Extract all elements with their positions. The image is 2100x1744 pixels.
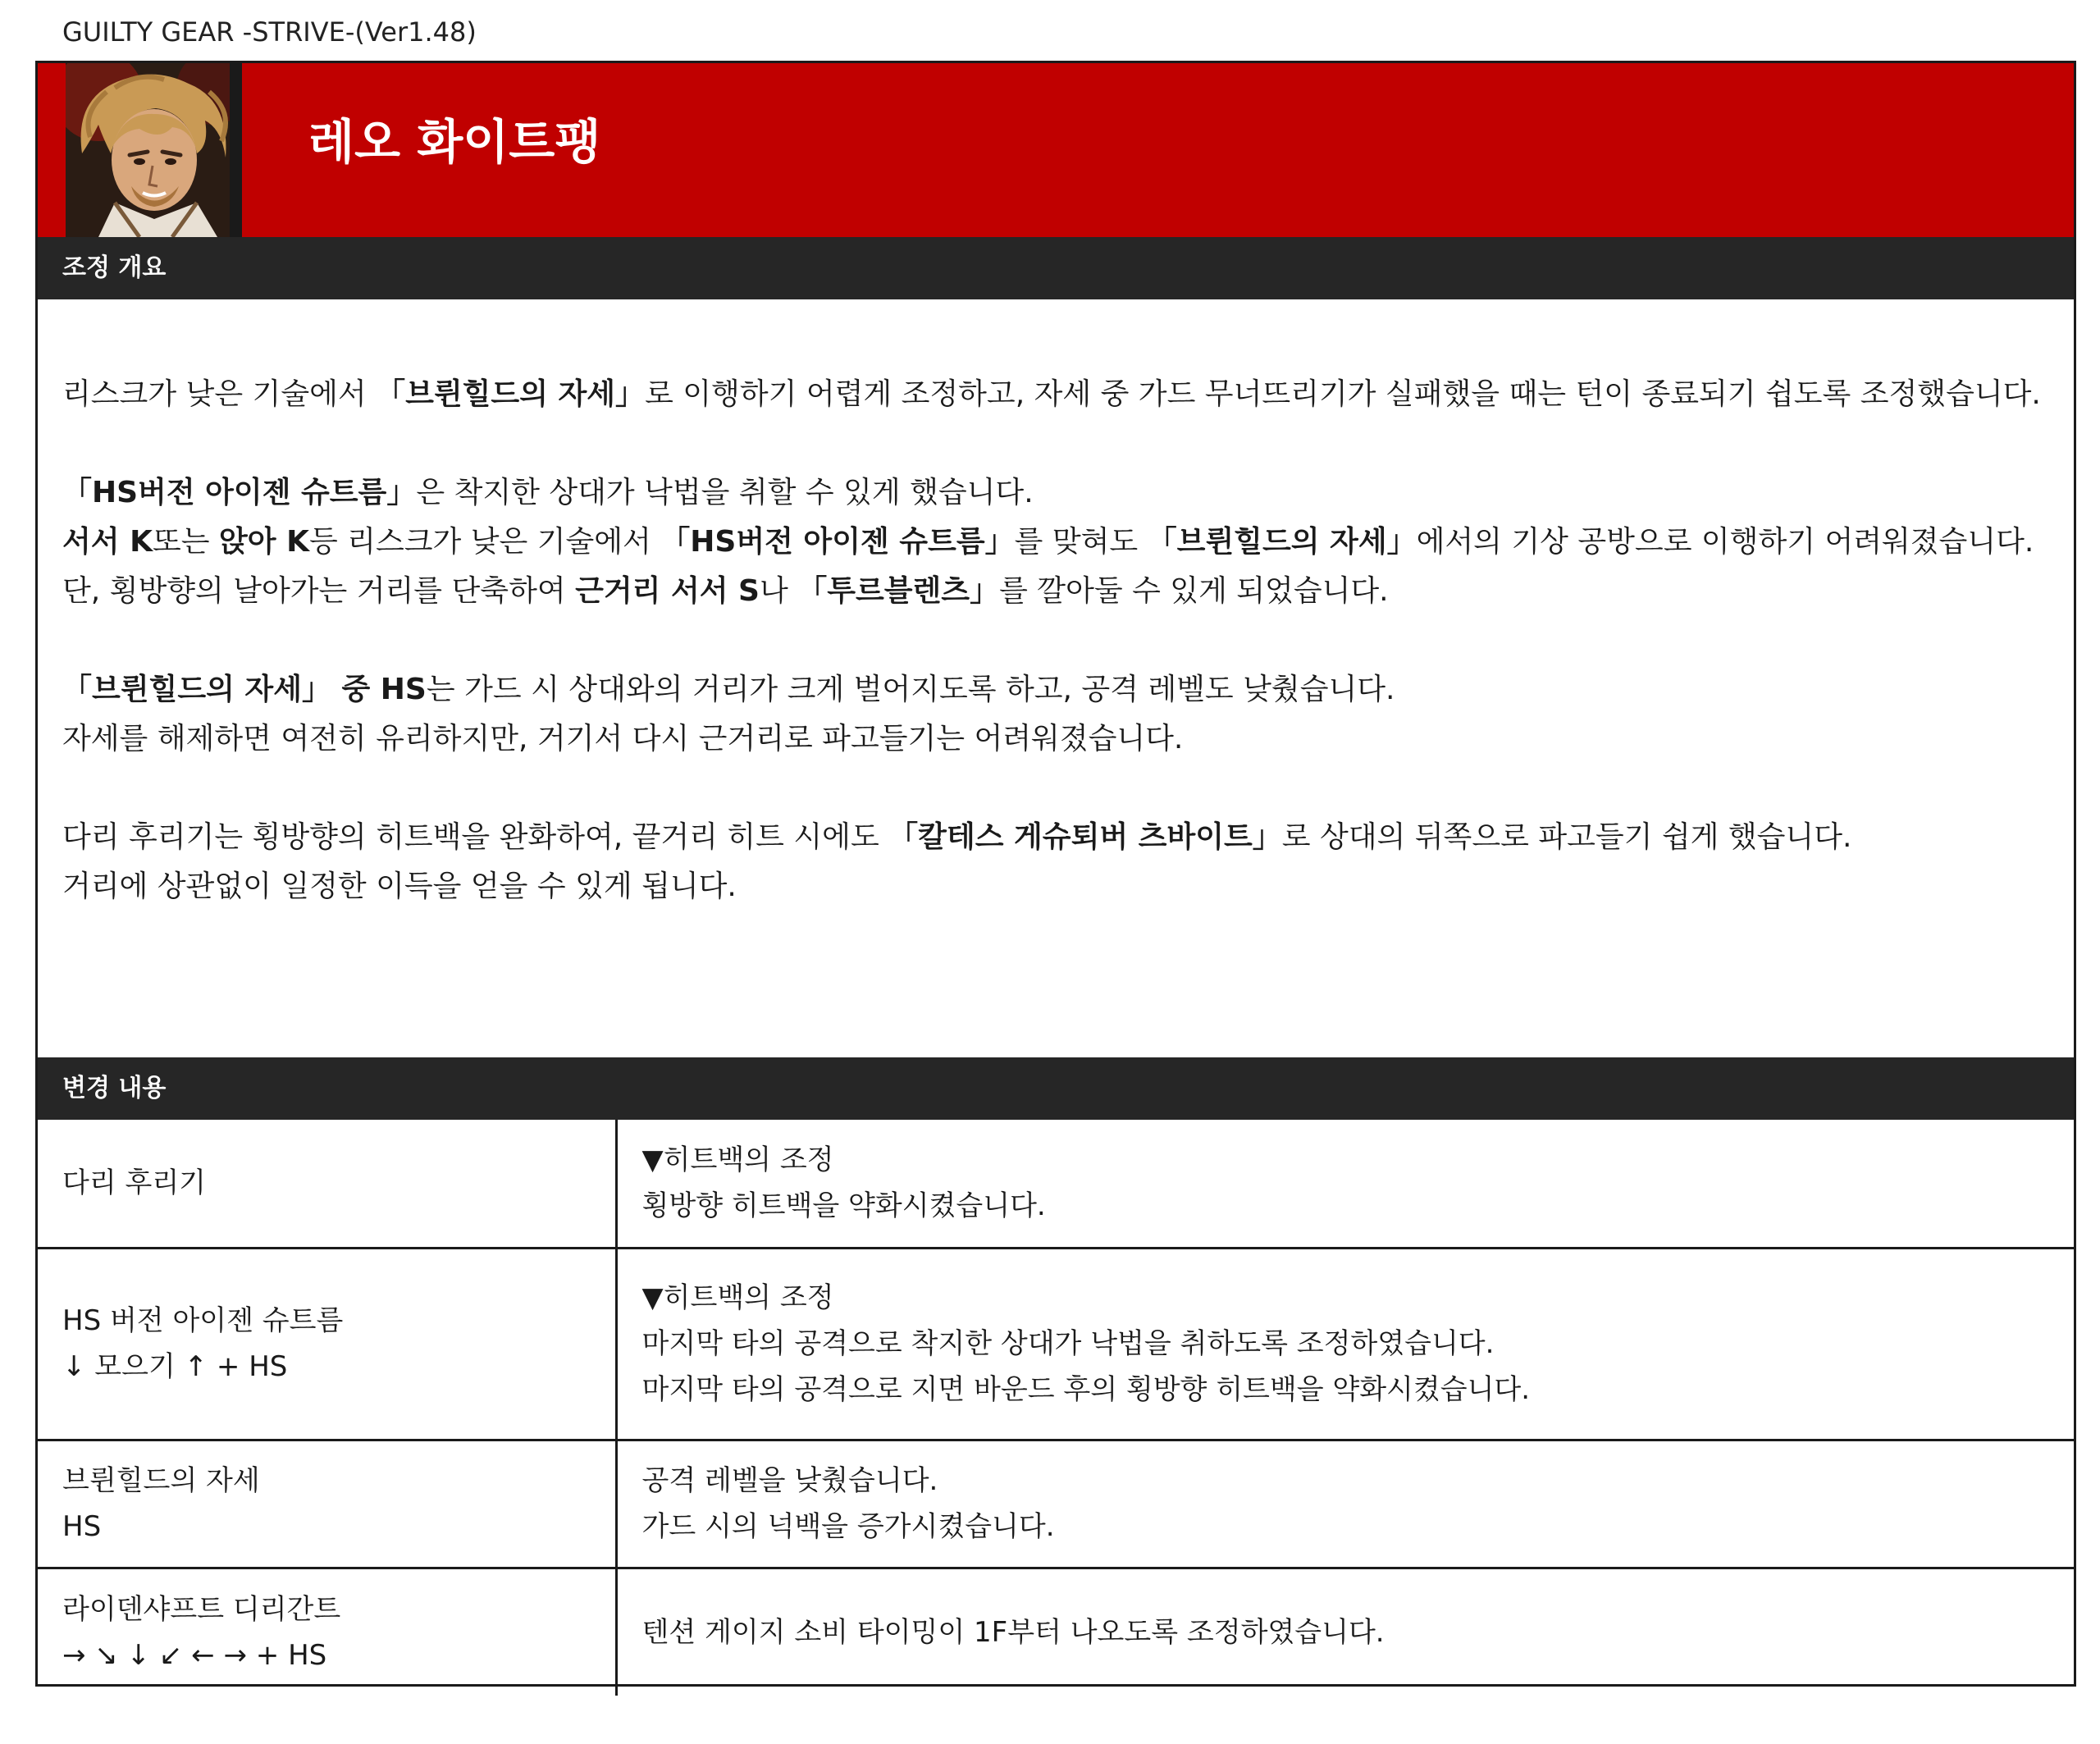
emphasized-term: 근거리 서서 S (575, 574, 760, 608)
character-header (38, 63, 2074, 237)
summary-text: 거리에 상관없이 일정한 이득을 얻을 수 있게 됩니다. (62, 870, 737, 903)
summary-line (62, 370, 2064, 419)
summary-text: 자세를 해제하면 여전히 유리하지만, 거기서 다시 근거리로 파고들기는 어려워졌습니다. (62, 722, 1184, 756)
change-detail-cell (616, 1120, 2074, 1248)
changes-table (38, 1120, 2074, 1696)
emphasized-term: 「칼테스 게슈퇴버 츠바이트」 (888, 820, 1282, 854)
summary-text: 는 가드 시 상대와의 거리가 크게 벌어지도록 하고, 공격 레벨도 낮췄습니다. (426, 673, 1395, 706)
summary-text: 또는 (152, 525, 219, 559)
character-portrait-icon (66, 63, 242, 237)
summary-text: 리스크가 낮은 기술에서 (62, 377, 377, 411)
emphasized-term: 「브륀힐드의 자세」 중 HS (62, 673, 427, 706)
change-detail-cell (616, 1568, 2074, 1696)
move-name: 다리 후리기 (62, 1166, 207, 1200)
move-command: HS (62, 1510, 102, 1543)
summary-text: 를 맞혀도 (1014, 525, 1148, 559)
move-name: 브륀힐드의 자세 (62, 1464, 260, 1497)
summary-line (62, 714, 2064, 764)
emphasized-term: 「브륀힐드의 자세」 (376, 377, 646, 411)
table-row (38, 1568, 2074, 1696)
emphasized-term: 「브륀힐드의 자세」 (1147, 525, 1417, 559)
table-row (38, 1440, 2074, 1568)
summary-line (62, 567, 2064, 616)
emphasized-term: 「투르블렌츠」 (797, 574, 1000, 608)
emphasized-term: 앉아 K (218, 525, 309, 559)
move-name-cell (38, 1248, 616, 1440)
summary-text: 등 리스크가 낮은 기술에서 (308, 525, 661, 559)
emphasized-term: 「HS버전 아이젠 슈트름」 (62, 476, 417, 509)
patch-notes-panel (35, 61, 2076, 1687)
move-command: → ↘ ↓ ↙ ← → + HS (62, 1638, 327, 1672)
summary-text: 에서의 기상 공방으로 이행하기 어려워졌습니다. (1416, 525, 2034, 559)
changes-section-header: 변경 내용 (38, 1057, 2074, 1120)
summary-text: 단, 횡방향의 날아가는 거리를 단축하여 (62, 574, 576, 608)
move-name: 라이덴샤프트 디리간트 (62, 1592, 341, 1626)
summary-line (62, 862, 2064, 911)
change-detail-line: 마지막 타의 공격으로 지면 바운드 후의 횡방향 히트백을 약화시켰습니다. (641, 1373, 1531, 1406)
change-detail-line: ▼히트백의 조정 (641, 1281, 834, 1314)
summary-text: 로 이행하기 어렵게 조정하고, 자세 중 가드 무너뜨리기가 실패했을 때는 턴이 종료되기 쉽도록 조정했습니다. (645, 377, 2041, 411)
summary-line (62, 813, 2064, 862)
change-detail-line: 공격 레벨을 낮췄습니다. (641, 1464, 938, 1497)
change-detail-line: 텐션 게이지 소비 타이밍이 1F부터 나오도록 조정하였습니다. (641, 1615, 1385, 1649)
change-detail-line: 횡방향 히트백을 약화시켰습니다. (641, 1189, 1046, 1223)
change-detail-line: ▼히트백의 조정 (641, 1144, 834, 1177)
summary-body (62, 370, 2064, 911)
table-row (38, 1120, 2074, 1248)
move-name-cell (38, 1440, 616, 1568)
emphasized-term: 「HS버전 아이젠 슈트름」 (660, 525, 1015, 559)
summary-line (62, 665, 2064, 714)
summary-text: 나 (759, 574, 798, 608)
change-detail-line: 마지막 타의 공격으로 착지한 상대가 낙법을 취하도록 조정하였습니다. (641, 1327, 1495, 1360)
emphasized-term: 서서 K (62, 525, 153, 559)
summary-section-header: 조정 개요 (38, 237, 2074, 299)
summary-text: 를 깔아둘 수 있게 되었습니다. (999, 574, 1389, 608)
move-command: ↓ 모으기 ↑ + HS (62, 1350, 288, 1383)
change-detail-cell (616, 1440, 2074, 1568)
summary-line (62, 468, 2064, 518)
table-row (38, 1248, 2074, 1440)
move-name-cell (38, 1120, 616, 1248)
summary-text: 로 상대의 뒤쪽으로 파고들기 쉽게 했습니다. (1281, 820, 1852, 854)
summary-text: 은 착지한 상대가 낙법을 취할 수 있게 했습니다. (416, 476, 1034, 509)
document-title: GUILTY GEAR -STRIVE-(Ver1.48) (62, 16, 477, 48)
summary-line (62, 518, 2064, 567)
character-name: 레오 화이트팽 (308, 114, 601, 170)
summary-text: 다리 후리기는 횡방향의 히트백을 완화하여, 끝거리 히트 시에도 (62, 820, 889, 854)
change-detail-cell (616, 1248, 2074, 1440)
move-name: HS 버전 아이젠 슈트름 (62, 1304, 344, 1337)
move-name-cell (38, 1568, 616, 1696)
change-detail-line: 가드 시의 넉백을 증가시켰습니다. (641, 1510, 1055, 1543)
